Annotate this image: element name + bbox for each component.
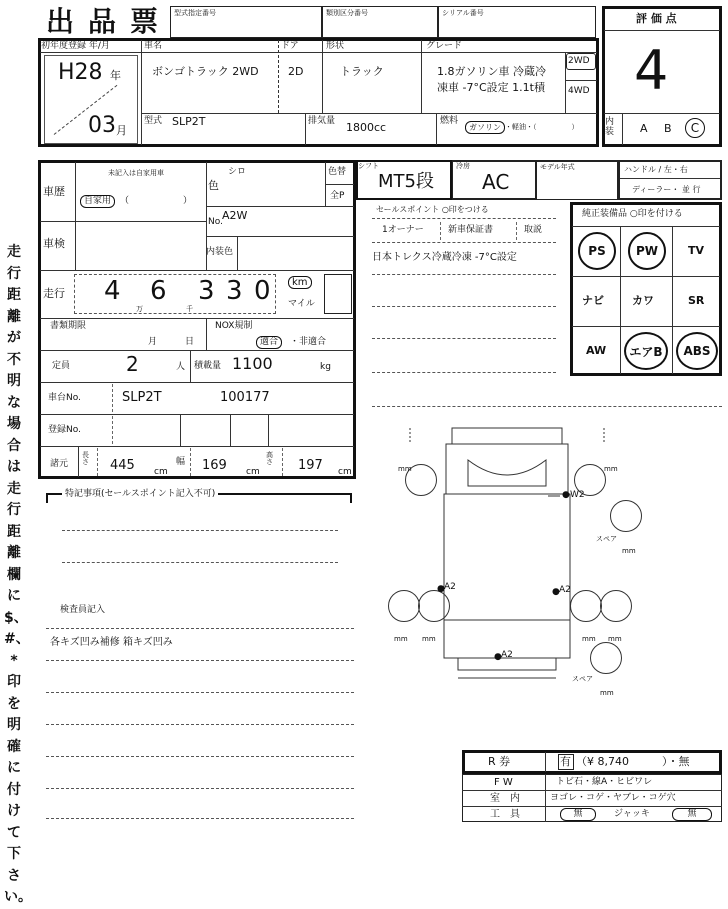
mm-label: mm — [600, 689, 614, 697]
mark-a2-rear: ● — [494, 652, 502, 662]
man-unit: 万 — [136, 305, 143, 313]
mm-label: mm — [582, 635, 596, 643]
month-value: 03 — [88, 113, 116, 138]
category-label: 類別区分番号 — [326, 9, 368, 17]
interior-label: 内装 — [605, 117, 615, 137]
fuel-label: 燃料 — [440, 116, 459, 126]
mileage-label: 走行 — [43, 287, 65, 300]
jack-label: ジャッキ — [614, 809, 650, 819]
height-label: 高さ — [266, 451, 273, 466]
shape-value: トラック — [340, 65, 384, 78]
drive-2wd: 2WD — [568, 56, 590, 66]
footer-interior-value: ヨゴレ・コゲ・ヤブレ・コゲ穴 — [550, 793, 676, 803]
model-label: 型式 — [144, 116, 163, 126]
mileage-digit: 3 — [226, 276, 243, 306]
ac-value: AC — [482, 170, 510, 194]
equip-sr: SR — [688, 294, 705, 307]
mileage-digits — [74, 272, 284, 316]
history-label: 車歴 — [43, 185, 65, 198]
equip-pw: PW — [628, 232, 666, 270]
fuel-rest: ・軽油・（ ） — [505, 123, 579, 131]
displacement-label: 排気量 — [308, 116, 336, 126]
length-label: 長さ — [82, 451, 89, 466]
mile-label: マイル — [288, 299, 315, 309]
color-no-label: No. — [208, 217, 223, 227]
capacity-label: 定員 — [52, 361, 71, 371]
mm-label: mm — [394, 635, 408, 643]
equip-airbag: エアB — [624, 332, 668, 370]
spare-label-upper: スペア — [596, 535, 617, 543]
registration-label: 登録No. — [48, 425, 81, 435]
mark-a2-left: ● — [437, 584, 445, 594]
load-unit: kg — [320, 362, 331, 372]
handle-label: ハンドル / 左・右 — [624, 165, 688, 174]
mm-label: mm — [398, 465, 412, 473]
equip-tv: TV — [688, 244, 705, 257]
spare-label-lower: スペア — [572, 675, 593, 683]
car-name-label: 車名 — [144, 41, 163, 51]
mark-w2: ● — [562, 490, 570, 500]
displacement-value: 1800cc — [346, 121, 387, 134]
length-value: 445 — [110, 458, 135, 473]
fuel-gasoline: ガソリン — [465, 121, 505, 134]
history-value: 自家用 — [80, 195, 115, 208]
fw-label: F W — [494, 777, 513, 788]
jack-value: 無 — [672, 808, 712, 821]
tools-label: 工 具 — [490, 809, 520, 820]
docs-day: 日 — [185, 337, 195, 347]
nox-label: NOX規制 — [215, 321, 253, 331]
serial-label: シリアル番号 — [442, 9, 484, 17]
sales-title: セールスポイント ○印をつける — [376, 205, 489, 214]
interior-color-label: 内装色 — [206, 247, 234, 257]
recycle-yes: 有 — [560, 755, 571, 768]
docs-label: 書類期限 — [50, 321, 87, 331]
warranty: 新車保証書 — [448, 225, 494, 235]
mileage-digit: 3 — [198, 276, 215, 306]
special-label: 特記事項(セールスポイント記入不可) — [62, 490, 218, 499]
tools-value: 無 — [560, 808, 596, 821]
month-unit: 月 — [116, 124, 127, 137]
color-change-label: 色替 — [328, 167, 347, 177]
equip-leather: カワ — [632, 294, 654, 307]
equip-abs: ABS — [676, 332, 718, 370]
spec-label: 諸元 — [50, 459, 69, 469]
interior-a: A — [640, 122, 648, 135]
mileage-digit: 0 — [254, 276, 271, 306]
interior-c: C — [690, 121, 700, 135]
mm-label: mm — [622, 547, 636, 555]
equip-navi: ナビ — [582, 294, 604, 307]
equipment-title: 純正装備品 ○印を付ける — [582, 209, 683, 219]
tire-rear-right-outer — [600, 590, 632, 622]
door-label: ドア — [281, 41, 299, 51]
inspector-label: 検査員記入 — [60, 605, 106, 615]
mm-label: mm — [604, 465, 618, 473]
nox-ok: 適合 — [256, 336, 282, 349]
drive-4wd: 4WD — [568, 86, 590, 96]
ac-label: 冷房 — [456, 162, 470, 170]
color-no-value: A2W — [222, 209, 248, 222]
shape-label: 形状 — [326, 41, 345, 51]
footer-interior-label: 室 内 — [490, 793, 520, 804]
length-unit: cm — [154, 467, 168, 477]
one-owner: 1オーナー — [382, 225, 424, 235]
car-name-value: ボンゴトラック 2WD — [152, 65, 259, 78]
tire-rear-left-inner — [418, 590, 450, 622]
load-label: 積載量 — [194, 361, 222, 371]
tire-spare-lower — [590, 642, 622, 674]
year-unit: 年 — [110, 69, 121, 82]
grade-value-1: 1.8ガソリン車 冷蔵冷 — [437, 65, 546, 78]
color-value: シロ — [228, 167, 247, 177]
grade-value-2: 凍車 -7°C設定 1.1t積 — [437, 81, 545, 94]
equip-aw: AW — [586, 344, 607, 357]
interior-c-circle — [685, 118, 705, 138]
manual: 取説 — [524, 225, 543, 235]
load-value: 1100 — [232, 354, 273, 373]
width-label: 幅 — [176, 457, 186, 467]
grade-label: グレード — [426, 41, 463, 51]
model-value: SLP2T — [172, 115, 206, 128]
chassis-model: SLP2T — [122, 390, 162, 405]
equip-ps: PS — [578, 232, 616, 270]
door-value: 2D — [288, 65, 304, 78]
shift-label: シフト — [358, 162, 379, 170]
inspection-label: 車検 — [43, 237, 65, 250]
dealer-label: ディーラー・ 並 行 — [632, 185, 701, 194]
mm-label: mm — [422, 635, 436, 643]
capacity-value: 2 — [126, 352, 139, 376]
nox-ng: ・非適合 — [290, 337, 327, 347]
color-label: 色 — [208, 179, 219, 192]
chassis-number: 100177 — [220, 390, 270, 405]
height-value: 197 — [298, 458, 323, 473]
mileage-digit: 6 — [150, 276, 167, 306]
capacity-unit: 人 — [176, 362, 186, 372]
tire-rear-right-inner — [570, 590, 602, 622]
year-value: H28 — [58, 60, 103, 85]
fw-value: トビ石・線A・ヒビワレ — [556, 777, 653, 787]
mileage-end-box — [324, 274, 352, 314]
unregistered-note: 未記入は自家用車 — [108, 169, 164, 177]
model-spec-label: 型式指定番号 — [174, 9, 216, 17]
interior-b: B — [664, 122, 672, 135]
tire-rear-left-outer — [388, 590, 420, 622]
rating-title: 評 価 点 — [636, 12, 677, 25]
recycle-label: R 券 — [488, 755, 511, 768]
mm-label: mm — [608, 635, 622, 643]
mileage-digit: 4 — [104, 276, 121, 306]
width-value: 169 — [202, 458, 227, 473]
tire-spare-upper — [610, 500, 642, 532]
chassis-label: 車台No. — [48, 393, 81, 403]
color-change-value: 全P — [330, 191, 345, 201]
width-unit: cm — [246, 467, 260, 477]
history-paren: （ ） — [120, 196, 193, 206]
inspector-text: 各キズ凹み補修 箱キズ凹み — [50, 637, 173, 648]
side-note: 走行距離が不明な場合は走行距離欄に$、#、*印を明確に付けて下さい。 — [4, 244, 32, 905]
height-unit: cm — [338, 467, 352, 477]
km-label: km — [288, 276, 312, 289]
recycle-value: （¥ 8,740 ）・無 — [576, 755, 690, 768]
model-year-label: モデル年式 — [540, 163, 575, 171]
mark-a2-right: ● — [552, 587, 560, 597]
sen-unit: 千 — [186, 305, 193, 313]
docs-month: 月 — [148, 337, 158, 347]
form-title: 出品票 — [46, 5, 173, 38]
rating-score: 4 — [634, 39, 669, 102]
sales-point-text: 日本トレクス冷蔵冷凍 -7°C設定 — [372, 252, 517, 263]
year-label: 初年度登録 年/月 — [41, 41, 110, 51]
shift-value: MT5段 — [378, 171, 434, 192]
